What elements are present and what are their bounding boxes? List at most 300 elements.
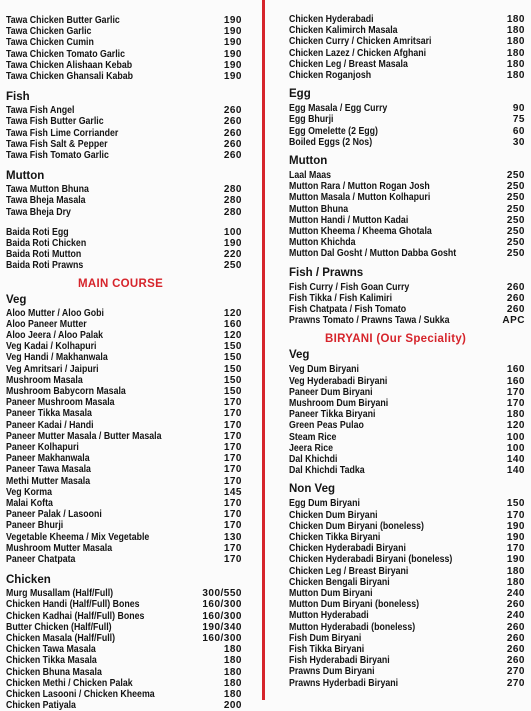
menu-item	[289, 610, 525, 621]
menu-item-name: Chicken Tikka Masala	[6, 655, 97, 667]
menu-item	[289, 215, 525, 226]
menu-item-price: 170	[506, 509, 525, 521]
menu-item	[6, 128, 242, 139]
menu-item-price: 280	[223, 206, 242, 218]
menu-item	[289, 293, 525, 304]
menu-item-price: 240	[506, 588, 525, 599]
menu-item-price: 150	[223, 374, 242, 386]
menu-item-price: 130	[223, 531, 242, 543]
menu-item	[289, 577, 525, 588]
menu-item-price: 270	[506, 677, 525, 689]
menu-item-name: Prawns Dum Biryani	[289, 666, 375, 678]
menu-item	[6, 453, 242, 464]
menu-item-name: Tawa Fish Tomato Garlic	[6, 150, 109, 161]
menu-item-price: 140	[506, 454, 525, 465]
menu-item-price: 190	[223, 238, 242, 249]
menu-item	[6, 352, 242, 363]
menu-item	[289, 103, 525, 114]
menu-item-price: 170	[223, 464, 242, 476]
menu-item	[6, 139, 242, 150]
menu-item-price: 260	[506, 292, 525, 304]
menu-item	[6, 116, 242, 127]
menu-item	[289, 599, 525, 610]
menu-item	[289, 678, 525, 689]
menu-item-price: 180	[223, 644, 242, 656]
category-heading-egg: Egg	[289, 88, 311, 101]
menu-item-name: Laal Maas	[289, 170, 332, 181]
menu-item-name: Tawa Mutton Bhuna	[6, 184, 89, 196]
menu-item-price: 170	[223, 408, 242, 420]
menu-item	[289, 398, 525, 409]
menu-item	[289, 192, 525, 203]
menu-item	[6, 689, 242, 700]
menu-item-price: 280	[223, 184, 242, 196]
menu-item-price: 300/550	[202, 588, 242, 600]
menu-item	[289, 70, 525, 81]
menu-item-name: Vegetable Kheema / Mix Vegetable	[6, 531, 150, 543]
menu-item-name: Tawa Chicken Tomato Garlic	[6, 48, 126, 60]
menu-item-name: Baida Roti Egg	[6, 226, 69, 238]
menu-item-price: 150	[223, 352, 242, 364]
menu-item	[6, 599, 242, 610]
menu-item-name: Tawa Chicken Ghansali Kabab	[6, 71, 133, 82]
menu-item-name: Tawa Chicken Cumin	[6, 37, 94, 49]
menu-item-price: 170	[506, 386, 525, 398]
menu-item-price: 190	[223, 15, 242, 26]
menu-item	[6, 543, 242, 554]
menu-item-name: Baida Roti Mutton	[6, 249, 82, 261]
menu-item-price: 180	[506, 70, 525, 81]
menu-item-price: 120	[506, 420, 525, 432]
menu-item-name: Mutton Handi / Mutton Kadai	[289, 214, 409, 226]
column-divider	[262, 0, 265, 700]
menu-item	[289, 387, 525, 398]
menu-item-price: 180	[506, 565, 525, 577]
menu-item	[6, 554, 242, 565]
menu-item-price: 170	[223, 498, 242, 509]
menu-item	[6, 700, 242, 711]
menu-item-name: Mutton Hyderabadi (boneless)	[289, 621, 416, 633]
menu-item	[289, 204, 525, 215]
category-heading-veg: Veg	[289, 349, 310, 362]
menu-item-name: Baida Roti Chicken	[6, 238, 87, 249]
menu-item	[6, 633, 242, 644]
menu-item	[6, 249, 242, 260]
menu-item	[6, 184, 242, 195]
menu-item-price: 260	[506, 632, 525, 644]
menu-item	[6, 420, 242, 431]
menu-item-price: 160	[506, 364, 525, 376]
menu-item-price: 170	[223, 397, 242, 409]
menu-item-name: Mutton Rara / Mutton Rogan Josh	[289, 181, 430, 193]
menu-item-price: 260	[506, 281, 525, 293]
menu-item-price: 90	[512, 103, 525, 115]
menu-item-price: 190	[223, 26, 242, 38]
menu-item-price: 180	[506, 58, 525, 70]
menu-item-price: 120	[223, 307, 242, 319]
menu-item	[6, 319, 242, 330]
menu-item	[6, 464, 242, 475]
menu-item	[6, 431, 242, 442]
menu-item-name: Paneer Tikka Biryani	[289, 409, 376, 421]
menu-item-name: Chicken Leg / Breast Masala	[289, 58, 408, 70]
menu-item	[289, 315, 525, 326]
menu-item-name: Chicken Bengali Biryani	[289, 576, 390, 588]
menu-item	[289, 465, 525, 476]
section-title-biryani-our-speciality: BIRYANI (Our Speciality)	[325, 333, 467, 346]
menu-item-price: 100	[506, 442, 525, 454]
menu-item-name: Chicken Methi / Chicken Palak	[6, 677, 133, 689]
menu-item-price: 260	[223, 150, 242, 161]
menu-item	[6, 622, 242, 633]
menu-item	[6, 49, 242, 60]
menu-item-price: 150	[223, 363, 242, 375]
menu-item	[6, 520, 242, 531]
menu-item-name: Paneer Mushroom Masala	[6, 397, 115, 409]
menu-item	[6, 37, 242, 48]
menu-item	[6, 487, 242, 498]
menu-item-price: 180	[506, 47, 525, 59]
menu-item-price: 180	[223, 655, 242, 667]
menu-item-name: Mutton Bhuna	[289, 203, 349, 215]
menu-item-name: Paneer Bhurji	[6, 520, 64, 532]
menu-item-name: Methi Mutter Masala	[6, 475, 91, 487]
menu-item-price: 170	[223, 542, 242, 554]
menu-item	[6, 150, 242, 161]
menu-item	[6, 386, 242, 397]
menu-item-name: Mushroom Dum Biryani	[289, 398, 389, 409]
menu-item-price: 250	[223, 260, 242, 272]
menu-item-name: Fish Curry / Fish Goan Curry	[289, 281, 410, 293]
menu-item	[6, 26, 242, 37]
menu-item-price: 250	[506, 237, 525, 249]
menu-item	[289, 588, 525, 599]
menu-item	[6, 15, 242, 26]
menu-item	[289, 114, 525, 125]
menu-item-name: Mutton Masala / Mutton Kolhapuri	[289, 192, 431, 204]
menu-item-name: Tawa Bheja Dry	[6, 206, 71, 218]
menu-item-price: 280	[223, 195, 242, 207]
menu-item-price: 160	[223, 318, 242, 330]
menu-item-name: Mutton Khichda	[289, 237, 356, 249]
menu-item-name: Fish Hyderabadi Biryani	[289, 655, 390, 667]
menu-item-name: Chicken Hyderabadi Biryani	[289, 543, 406, 555]
menu-item-name: Egg Dum Biryani	[289, 498, 360, 510]
menu-item	[6, 509, 242, 520]
menu-item-price: 250	[506, 181, 525, 193]
menu-item-price: 140	[506, 465, 525, 477]
menu-item-price: 190	[506, 520, 525, 532]
menu-item-price: 160/300	[202, 599, 242, 611]
menu-item	[289, 181, 525, 192]
menu-item	[289, 376, 525, 387]
menu-item-name: Paneer Kadai / Handi	[6, 419, 94, 431]
menu-item	[6, 341, 242, 352]
menu-item-name: Paneer Tikka Masala	[6, 408, 92, 420]
menu-item	[289, 364, 525, 375]
menu-item-name: Chicken Lasooni / Chicken Kheema	[6, 689, 155, 700]
menu-item-name: Chicken Tikka Biryani	[289, 532, 381, 543]
menu-item-price: 170	[506, 543, 525, 555]
menu-item-price: 190	[223, 37, 242, 49]
menu-item-name: Tawa Fish Lime Corriander	[6, 127, 119, 139]
menu-item-price: 120	[223, 330, 242, 341]
menu-item-price: 190	[506, 532, 525, 543]
menu-item-price: 180	[223, 689, 242, 700]
menu-item-name: Egg Masala / Egg Curry	[289, 103, 388, 115]
menu-item-price: 30	[512, 136, 525, 148]
menu-item	[289, 443, 525, 454]
menu-item	[289, 554, 525, 565]
menu-item-price: 180	[223, 677, 242, 689]
menu-item	[289, 170, 525, 181]
menu-item-name: Fish Dum Biryani	[289, 632, 362, 644]
menu-item	[289, 543, 525, 554]
menu-item	[289, 633, 525, 644]
menu-item-name: Fish Chatpata / Fish Tomato	[289, 304, 407, 315]
menu-item-name: Mutton Kheema / Kheema Ghotala	[289, 226, 432, 237]
menu-item	[289, 409, 525, 420]
menu-item-price: 250	[506, 170, 525, 181]
menu-item-name: Aloo Jeera / Aloo Palak	[6, 330, 104, 341]
menu-item-price: 190/340	[202, 621, 242, 633]
menu-item	[6, 238, 242, 249]
menu-item-name: Tawa Fish Butter Garlic	[6, 116, 104, 128]
menu-item-name: Baida Roti Prawns	[6, 260, 84, 272]
menu-item	[6, 227, 242, 238]
menu-item-price: 240	[506, 610, 525, 622]
menu-item	[289, 282, 525, 293]
menu-item-price: 250	[506, 226, 525, 237]
menu-item	[6, 476, 242, 487]
menu-item	[6, 330, 242, 341]
menu-right-column	[289, 0, 525, 700]
menu-item-price: 260	[506, 599, 525, 611]
menu-item-price: 260	[223, 127, 242, 139]
menu-item-name: Egg Omelette (2 Egg)	[289, 125, 378, 137]
section-title-main-course: MAIN COURSE	[78, 277, 164, 290]
menu-item-name: Veg Handi / Makhanwala	[6, 352, 108, 364]
menu-item-price: 100	[506, 431, 525, 443]
menu-item-name: Malai Kofta	[6, 498, 53, 509]
menu-item-price: 180	[223, 666, 242, 678]
menu-item-price: 220	[223, 249, 242, 261]
menu-item-name: Fish Tikka Biryani	[289, 644, 365, 655]
menu-item-price: 170	[506, 398, 525, 409]
menu-item	[289, 666, 525, 677]
menu-item	[6, 588, 242, 599]
menu-item-name: Paneer Palak / Lasooni	[6, 509, 102, 521]
menu-item	[6, 408, 242, 419]
menu-item-price: 260	[506, 304, 525, 315]
menu-item-price: 170	[223, 419, 242, 431]
menu-item-name: Tawa Chicken Garlic	[6, 26, 92, 38]
menu-item-price: 145	[223, 486, 242, 498]
menu-item-name: Paneer Mutter Masala / Butter Masala	[6, 430, 162, 442]
menu-item-price: 170	[223, 430, 242, 442]
menu-item	[289, 498, 525, 509]
menu-item-price: 260	[506, 655, 525, 667]
menu-item	[289, 14, 525, 25]
menu-item-price: 170	[223, 475, 242, 487]
menu-item-name: Mutton Hyderabadi	[289, 610, 369, 622]
menu-item	[6, 498, 242, 509]
menu-item-name: Steam Rice	[289, 431, 337, 443]
menu-item-price: 170	[223, 509, 242, 521]
category-heading-chicken: Chicken	[6, 574, 51, 587]
menu-item-price: 180	[506, 25, 525, 37]
menu-item-name: Paneer Kolhapuri	[6, 442, 79, 453]
menu-item-price: 190	[223, 59, 242, 71]
menu-item	[289, 622, 525, 633]
menu-item	[6, 71, 242, 82]
menu-item-price: 200	[223, 700, 242, 711]
menu-item-name: Chicken Patiyala	[6, 700, 76, 711]
menu-item-name: Veg Hyderabadi Biryani	[289, 375, 388, 387]
menu-item-name: Mushroom Masala	[6, 374, 83, 386]
menu-item-name: Veg Kadai / Kolhapuri	[6, 341, 97, 353]
menu-item-name: Chicken Lazez / Chicken Afghani	[289, 47, 427, 59]
menu-item-price: 260	[223, 116, 242, 128]
menu-item	[289, 532, 525, 543]
menu-item-name: Aloo Paneer Mutter	[6, 318, 87, 330]
menu-item-name: Chicken Dum Biryani (boneless)	[289, 520, 424, 532]
menu-item-name: Mushroom Babycorn Masala	[6, 386, 126, 397]
menu-item	[289, 454, 525, 465]
menu-item	[289, 510, 525, 521]
menu-item	[289, 521, 525, 532]
menu-item	[289, 59, 525, 70]
menu-item-name: Chicken Roganjosh	[289, 70, 372, 81]
menu-item-name: Paneer Dum Biryani	[289, 386, 373, 398]
menu-item-price: 170	[223, 453, 242, 465]
menu-item-name: Veg Amritsari / Jaipuri	[6, 363, 99, 375]
menu-item-price: 160/300	[202, 610, 242, 622]
menu-item	[6, 60, 242, 71]
menu-item	[289, 48, 525, 59]
menu-item-name: Murg Musallam (Half/Full)	[6, 588, 114, 600]
menu-item-name: Chicken Handi (Half/Full) Bones	[6, 599, 140, 611]
menu-item-name: Egg Bhurji	[289, 114, 334, 126]
menu-item	[289, 432, 525, 443]
menu-item-name: Chicken Hyderabadi	[289, 14, 374, 25]
menu-item-name: Boiled Eggs (2 Nos)	[289, 136, 373, 148]
menu-item-price: 260	[506, 644, 525, 655]
menu-item	[6, 655, 242, 666]
menu-item-price: 260	[506, 621, 525, 633]
menu-item-price: 260	[223, 105, 242, 117]
menu-item-name: Mutton Dum Biryani (boneless)	[289, 599, 420, 611]
menu-item	[289, 248, 525, 259]
menu-item-price: 250	[506, 214, 525, 226]
menu-item-price: 190	[223, 48, 242, 60]
menu-item-name: Mutton Dum Biryani	[289, 588, 373, 599]
menu-item-price: 250	[506, 192, 525, 204]
menu-item-price: 170	[223, 520, 242, 532]
menu-item	[6, 667, 242, 678]
menu-item-name: Fish Tikka / Fish Kalimiri	[289, 292, 393, 304]
menu-item	[289, 237, 525, 248]
menu-item-price: 190	[223, 71, 242, 82]
menu-item	[289, 420, 525, 431]
menu-item-price: 250	[506, 203, 525, 215]
menu-item	[289, 644, 525, 655]
menu-item-name: Jeera Rice	[289, 442, 334, 454]
menu-item-price: 190	[506, 554, 525, 566]
menu-item	[289, 126, 525, 137]
menu-item-name: Mushroom Mutter Masala	[6, 542, 113, 554]
menu-item	[289, 25, 525, 36]
menu-item	[6, 195, 242, 206]
menu-item	[289, 566, 525, 577]
menu-item-name: Chicken Dum Biryani	[289, 509, 378, 521]
menu-item-price: 180	[506, 409, 525, 421]
menu-item	[289, 655, 525, 666]
menu-item-name: Paneer Chatpata	[6, 554, 76, 565]
menu-left-column	[6, 0, 242, 711]
menu-item-name: Veg Korma	[6, 486, 52, 498]
menu-item-price: 150	[223, 386, 242, 397]
category-heading-mutton: Mutton	[289, 155, 328, 167]
menu-item	[6, 532, 242, 543]
menu-item	[6, 442, 242, 453]
menu-item-price: 75	[512, 114, 525, 126]
menu-item-price: 250	[506, 248, 525, 260]
menu-item-name: Chicken Tawa Masala	[6, 644, 96, 656]
menu-item	[289, 137, 525, 148]
category-heading-non-veg: Non Veg	[289, 483, 336, 496]
menu-item-name: Aloo Mutter / Aloo Gobi	[6, 307, 104, 319]
menu-item-price: 180	[506, 36, 525, 48]
menu-item-price: 170	[223, 442, 242, 453]
menu-item	[6, 375, 242, 386]
menu-item	[6, 397, 242, 408]
menu-item-price: 150	[223, 341, 242, 353]
menu-item-name: Veg Dum Biryani	[289, 364, 359, 376]
menu-item-name: Tawa Fish Angel	[6, 105, 75, 117]
menu-item	[289, 304, 525, 315]
category-heading-fish: Fish	[6, 91, 30, 104]
menu-item	[6, 678, 242, 689]
menu-item-name: Tawa Chicken Alishaan Kebab	[6, 59, 133, 71]
menu-item-price: 260	[223, 138, 242, 150]
menu-item	[6, 644, 242, 655]
category-heading-mutton: Mutton	[6, 170, 45, 183]
menu-item-name: Green Peas Pulao	[289, 420, 364, 432]
menu-item-price: 160/300	[202, 633, 242, 644]
menu-item	[6, 207, 242, 218]
menu-item-name: Chicken Curry / Chicken Amritsari	[289, 36, 432, 48]
menu-item	[6, 260, 242, 271]
menu-item-name: Dal Khichdi Tadka	[289, 465, 365, 477]
menu-item-price: APC	[502, 315, 525, 327]
menu-item-name: Chicken Masala (Half/Full)	[6, 633, 116, 644]
menu-item-name: Tawa Bheja Masala	[6, 195, 86, 207]
category-heading-veg: Veg	[6, 293, 27, 306]
menu-item-name: Chicken Kadhai (Half/Full) Bones	[6, 610, 145, 622]
menu-item-name: Mutton Dal Gosht / Mutton Dabba Gosht	[289, 248, 457, 260]
menu-item-name: Chicken Hyderabadi Biryani (boneless)	[289, 554, 453, 566]
menu-item-price: 160	[506, 375, 525, 387]
menu-item-name: Chicken Kalimirch Masala	[289, 25, 398, 37]
menu-item-name: Prawns Tomato / Prawns Tawa / Sukka	[289, 315, 450, 327]
menu-item	[289, 226, 525, 237]
menu-item	[289, 36, 525, 47]
menu-item	[6, 308, 242, 319]
menu-item-price: 270	[506, 666, 525, 678]
menu-item-name: Butter Chicken (Half/Full)	[6, 621, 112, 633]
menu-item-name: Tawa Fish Salt & Pepper	[6, 138, 108, 150]
